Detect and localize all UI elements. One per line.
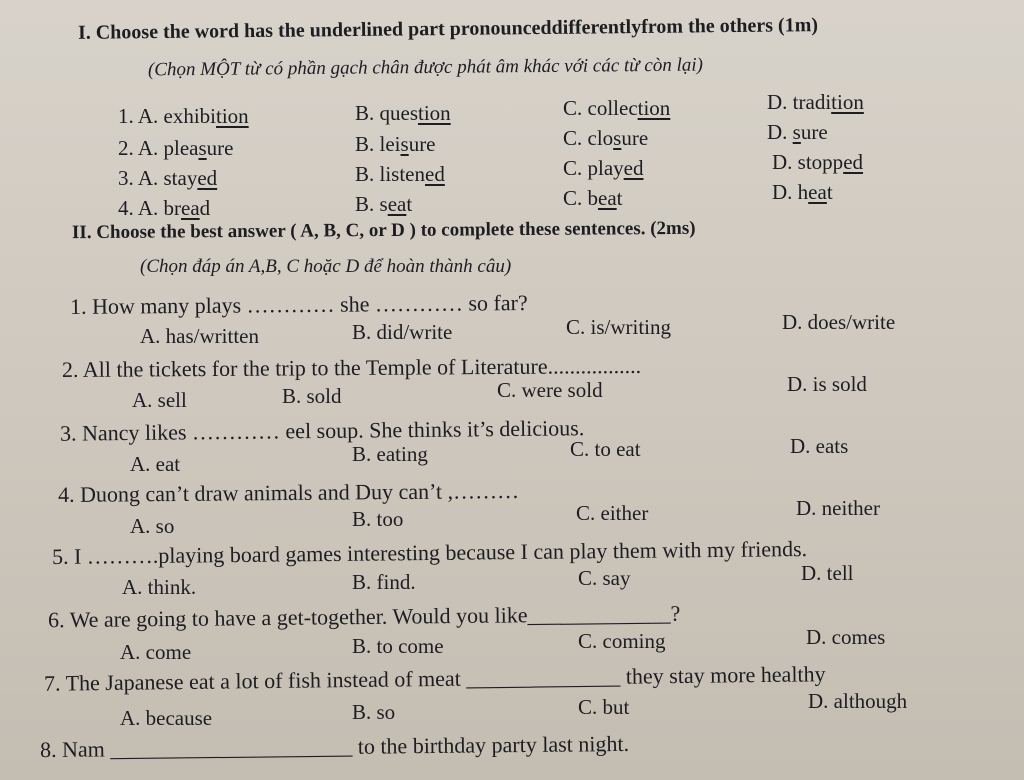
option-b: B. sold: [282, 384, 342, 408]
option: 4. A. bread: [118, 196, 211, 220]
question-4: 4. Duong can’t draw animals and Duy can’t ,………: [57, 477, 520, 508]
section1-title: I. Choose the word has the underlined part pronounceddifferentlyfrom the others (1m): [77, 14, 819, 44]
option-b: B. to come: [352, 634, 444, 658]
option-c: C. coming: [578, 629, 666, 653]
option: C. played: [563, 156, 644, 180]
option-a: A. eat: [130, 452, 181, 476]
option-d: D. does/write: [782, 310, 896, 334]
question-3: 3. Nancy likes ………… eel soup. She thinks it’s delicious.: [59, 415, 585, 446]
option: B. listened: [355, 162, 445, 186]
option-b: B. eating: [352, 442, 428, 466]
option-d: D. neither: [796, 496, 880, 520]
option-d: D. comes: [806, 625, 886, 649]
option-d: D. eats: [790, 434, 849, 458]
option-a: A. so: [130, 514, 175, 538]
option: 2. A. pleasure: [118, 136, 234, 160]
option-a: A. has/written: [140, 324, 259, 348]
option-c: C. say: [578, 566, 631, 590]
option: D. sure: [767, 120, 828, 144]
option: C. closure: [563, 126, 649, 150]
option-d: D. is sold: [787, 372, 867, 396]
option-a: A. because: [120, 706, 213, 730]
option: 1. A. exhibition: [118, 104, 249, 128]
option-a: A. sell: [132, 388, 187, 412]
option-c: C. is/writing: [566, 315, 672, 339]
section2-subtitle: (Chọn đáp án A,B, C hoặc D để hoàn thành câu): [140, 256, 512, 277]
option-a: A. come: [120, 640, 192, 664]
option: C. collection: [563, 96, 671, 120]
question-5: 5. I ……….playing board games interesting because I can play them with my friends.: [51, 536, 808, 569]
question-1: 1. How many plays ………… she ………… so far?: [69, 290, 528, 319]
option-b: B. did/write: [352, 320, 453, 344]
option-b: B. so: [352, 700, 396, 724]
question-7: 7. The Japanese eat a lot of fish instead of meat ______________ they stay more healthy: [43, 661, 826, 696]
option-d: D. tell: [801, 561, 854, 585]
option: D. heat: [772, 180, 833, 204]
option: D. stopped: [772, 150, 864, 174]
question-6: 6. We are going to have a get-together. Would you like_____________?: [47, 600, 681, 633]
question-8: 8. Nam ______________________ to the birthday party last night.: [39, 730, 630, 763]
option-b: B. too: [352, 507, 404, 531]
option: B. question: [355, 101, 451, 125]
option-d: D. although: [808, 689, 908, 713]
question-2: 2. All the tickets for the trip to the Temple of Literature.................: [61, 352, 642, 383]
option-c: C. but: [578, 695, 630, 719]
option: 3. A. stayed: [118, 166, 218, 190]
option-c: C. were sold: [497, 378, 603, 402]
option-b: B. find.: [352, 570, 416, 594]
option: B. leisure: [355, 132, 436, 156]
option-c: C. to eat: [570, 437, 641, 461]
section1-subtitle: (Chọn MỘT từ có phần gạch chân được phát âm khác với các từ còn lại): [147, 54, 704, 81]
option: D. tradition: [767, 90, 864, 114]
section2-title: II. Choose the best answer ( A, B, C, or D ) to complete these sentences. (2ms): [71, 217, 696, 244]
option: B. seat: [355, 192, 413, 216]
option-a: A. think.: [122, 575, 197, 599]
option: C. beat: [563, 186, 623, 210]
option-c: C. either: [576, 501, 649, 525]
